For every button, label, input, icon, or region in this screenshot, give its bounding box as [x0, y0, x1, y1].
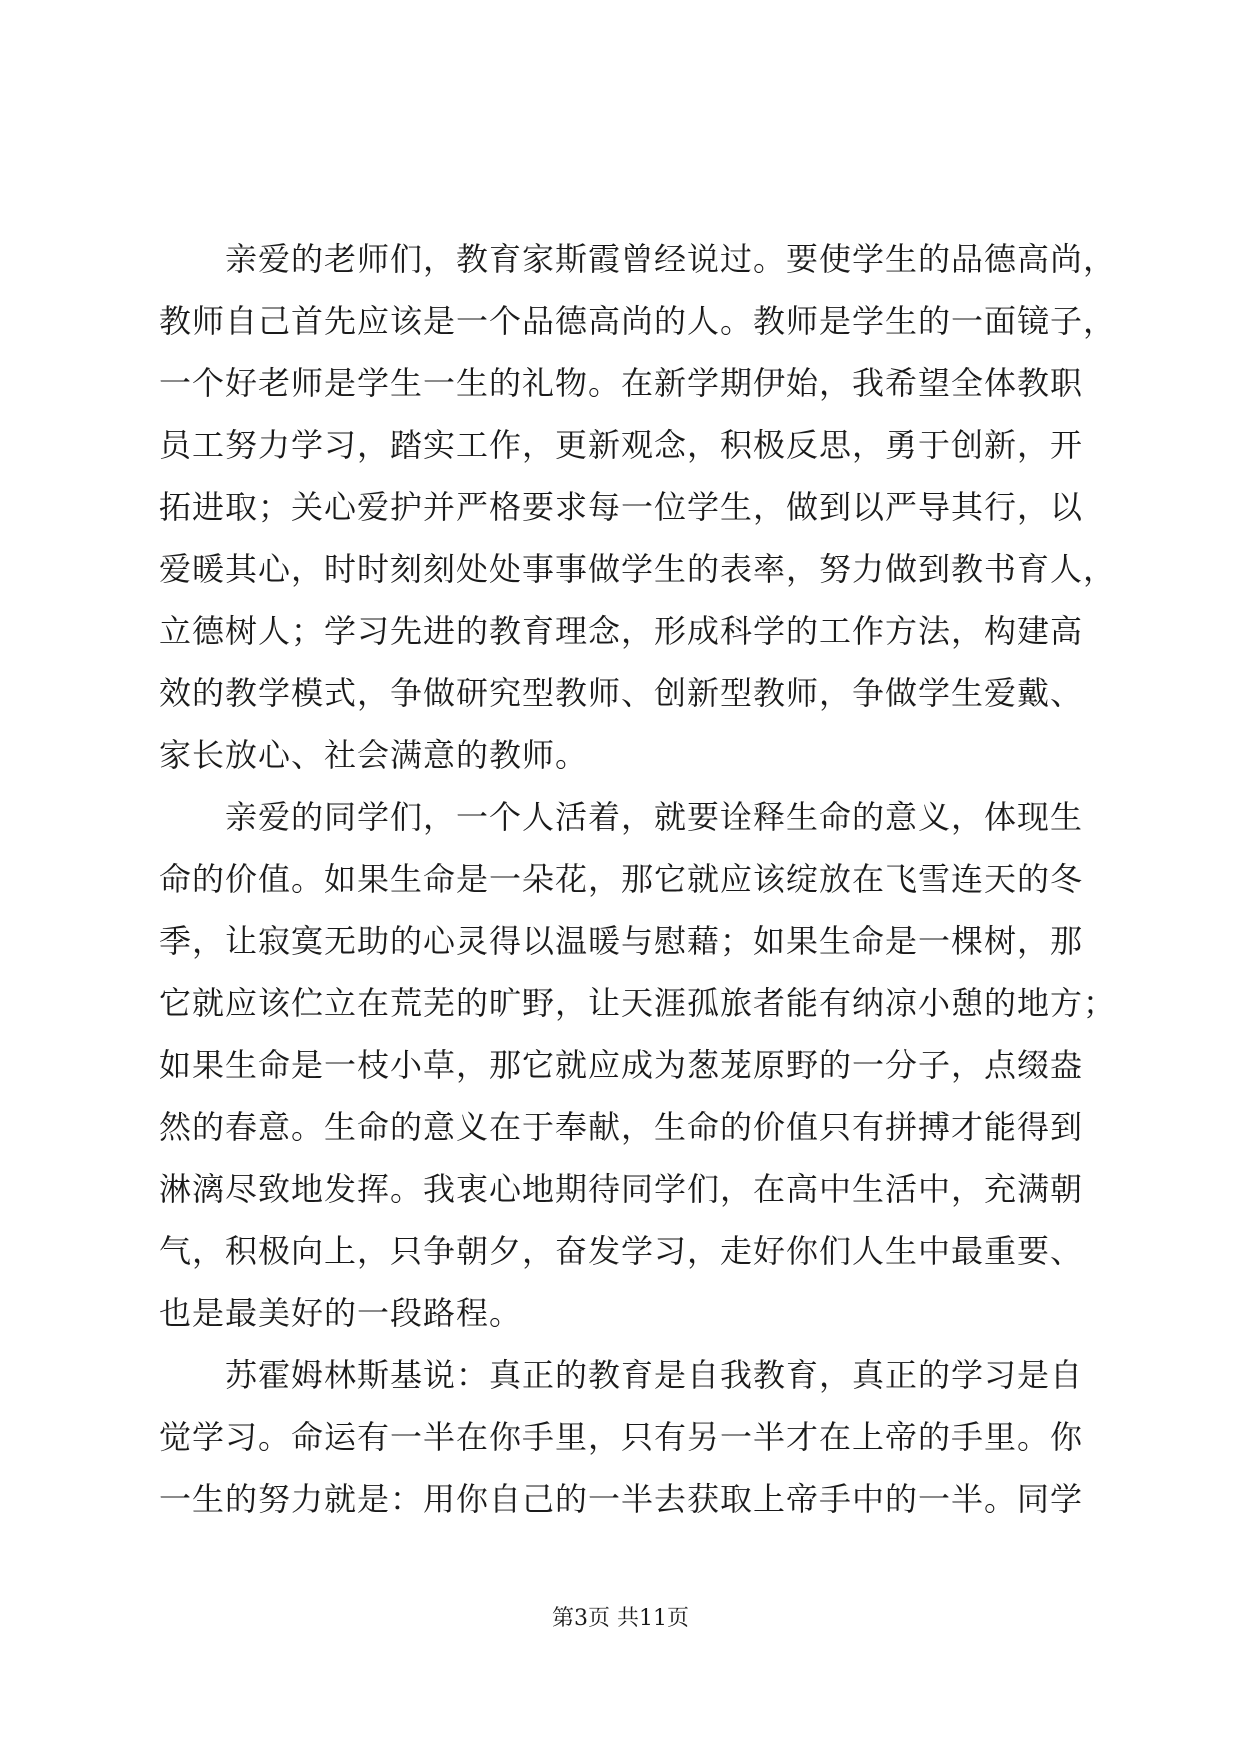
text-line: 立德树人；学习先进的教育理念，形成科学的工作方法，构建高 — [159, 612, 1084, 650]
text-line: 员工努力学习，踏实工作，更新观念，积极反思，勇于创新，开 — [159, 426, 1084, 464]
text-line: 教师自己首先应该是一个品德高尚的人。教师是学生的一面镜子， — [159, 302, 1117, 340]
text-line: 爱暖其心，时时刻刻处处事事做学生的表率，努力做到教书育人， — [159, 550, 1117, 588]
text-line: 效的教学模式，争做研究型教师、创新型教师，争做学生爱戴、 — [159, 674, 1084, 712]
text-line: 也是最美好的一段路程。 — [159, 1294, 523, 1332]
text-line: 亲爱的老师们，教育家斯霞曾经说过。要使学生的品德高尚， — [159, 240, 1117, 278]
text-line: 气，积极向上，只争朝夕，奋发学习，走好你们人生中最重要、 — [159, 1232, 1084, 1270]
text-line: 如果生命是一枝小草，那它就应成为葱茏原野的一分子，点缀盎 — [159, 1046, 1084, 1084]
body-text — [159, 228, 1117, 1530]
text-line: 觉学习。命运有一半在你手里，只有另一半才在上帝的手里。你 — [159, 1418, 1084, 1456]
text-line: 亲爱的同学们，一个人活着，就要诠释生命的意义，体现生 — [159, 798, 1084, 836]
text-line: 它就应该伫立在荒芜的旷野，让天涯孤旅者能有纳凉小憩的地方； — [159, 984, 1117, 1022]
text-line: 季，让寂寞无助的心灵得以温暖与慰藉；如果生命是一棵树，那 — [159, 922, 1084, 960]
text-line: 命的价值。如果生命是一朵花，那它就应该绽放在飞雪连天的冬 — [159, 860, 1084, 898]
text-line: 家长放心、社会满意的教师。 — [159, 736, 589, 774]
text-line: 淋漓尽致地发挥。我衷心地期待同学们，在高中生活中，充满朝 — [159, 1170, 1084, 1208]
text-line: 苏霍姆林斯基说：真正的教育是自我教育，真正的学习是自 — [159, 1356, 1084, 1394]
page-number-footer: 第3页 共11页 — [552, 1606, 689, 1631]
text-line: 一个好老师是学生一生的礼物。在新学期伊始，我希望全体教职 — [159, 364, 1084, 402]
text-line: 拓进取；关心爱护并严格要求每一位学生，做到以严导其行，以 — [159, 488, 1084, 526]
text-line: 然的春意。生命的意义在于奉献，生命的价值只有拼搏才能得到 — [159, 1108, 1084, 1146]
text-line: 一生的努力就是：用你自己的一半去获取上帝手中的一半。同学 — [159, 1480, 1084, 1518]
